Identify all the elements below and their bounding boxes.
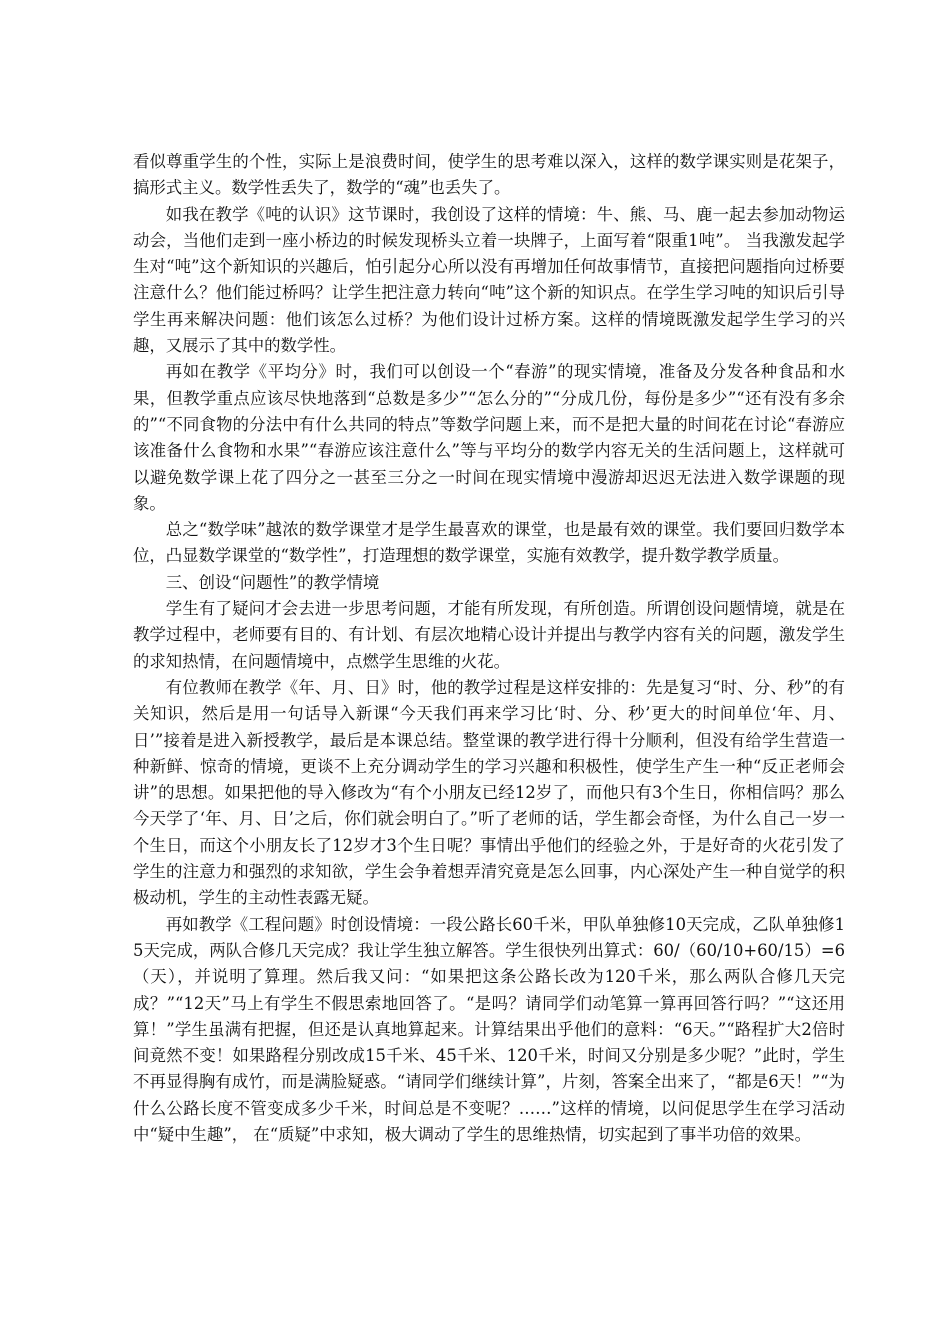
paragraph-ton-example: 如我在教学《吨的认识》这节课时，我创设了这样的情境：牛、熊、马、鹿一起去参加动物运动会，当他们走到一座小桥边的时候发现桥头立着一块牌子，上面写着“限重1吨”。 当我激发起学生对“吨”这个新知识的兴趣后，怕引起分心所以没有再增加任何故事情节，直接把问题指向过桥要注意什么？他们能过桥吗？让学生把注意力转向“吨”这个新的知识点。在学生学习吨的知识后引导学生再来解决问题：他们该怎么过桥？为他们设计过桥方案。这样的情境既激发起学生学习的兴趣，又展示了其中的数学性。 (133, 204, 845, 356)
paragraph-summary: 总之“数学味”越浓的数学课堂才是学生最喜欢的课堂，也是最有效的课堂。我们要回归数学本位，凸显数学课堂的“数学性”，打造理想的数学课堂，实施有效教学，提升数学教学质量。 (133, 520, 845, 566)
paragraph-average-example: 再如在教学《平均分》时，我们可以创设一个“春游”的现实情境，准备及分发各种食品和水果，但教学重点应该尽快地落到“总数是多少”“怎么分的”“分成几份，每份是多少”“还有没有多余的”“不同食物的分法中有什么共同的特点”等数学问题上来，而不是把大量的时间花在讨论“春游应该准备什么食物和水果”“春游应该注意什么”等与平均分的数学内容无关的生活问题上，这样就可以避免数学课上花了四分之一甚至三分之一时间在现实情境中漫游却迟迟无法进入数学课题的现象。 (133, 362, 845, 513)
paragraph-question-intro: 学生有了疑问才会去进一步思考问题，才能有所发现，有所创造。所谓创设问题情境，就是在教学过程中，老师要有目的、有计划、有层次地精心设计并提出与教学内容有关的问题，激发学生的求知热情，在问题情境中，点燃学生思维的火花。 (133, 599, 845, 671)
paragraph-continuation: 看似尊重学生的个性，实际上是浪费时间，使学生的思考难以深入，这样的数学课实则是花架子，搞形式主义。数学性丢失了，数学的“魂”也丢失了。 (133, 152, 845, 198)
paragraph-engineering-example: 再如教学《工程问题》时创设情境：一段公路长60千米，甲队单独修10天完成，乙队单独修15天完成，两队合修几天完成？我让学生独立解答。学生很快列出算式：60/（60/10+60/15）=6（天），并说明了算理。然后我又问：“如果把这条公路长改为120千米，那么两队合修几天完成？”“12天”马上有学生不假思索地回答了。“是吗？请同学们动笔算一算再回答行吗？”“这还用算！”学生虽满有把握，但还是认真地算起来。计算结果出乎他们的意料：“6天。”“路程扩大2倍时间竟然不变！如果路程分别改成15千米、45千米、120千米，时间又分别是多少呢？”此时，学生不再显得胸有成竹，而是满脸疑惑。“请同学们继续计算”，片刻，答案全出来了，“都是6天！”“为什么公路长度不管变成多少千米，时间总是不变呢？……”这样的情境，以问促思学生在学习活动中“疑中生趣”， 在“质疑”中求知，极大调动了学生的思维热情，切实起到了事半功倍的效果。 (133, 914, 845, 1144)
section-heading: 三、创设“问题性”的教学情境 (165, 572, 380, 592)
paragraph-calendar-example: 有位教师在教学《年、月、日》时，他的教学过程是这样安排的：先是复习“时、分、秒”的有关知识，然后是用一句话导入新课“今天我们再来学习比‘时、分、秒’更大的时间单位‘年、月、日’”接着是进入新授教学，最后是本课总结。整堂课的教学进行得十分顺利，但没有给学生营造一种新鲜、惊奇的情境，更谈不上充分调动学生的学习兴趣和积极性，使学生产生一种“反正老师会讲”的思想。如果把他的导入修改为“有个小朋友已经12岁了，而他只有3个生日，你相信吗？那么今天学了‘年、月、日’之后，你们就会明白了。”听了老师的话，学生都会奇怪，为什么自己一岁一个生日，而这个小朋友长了12岁才3个生日呢？事情出乎他们的经验之外，于是好奇的火花引发了学生的注意力和强烈的求知欲，学生会争着想弄清究竟是怎么回事，内心深处产生一种自觉学的积极动机，学生的主动性表露无疑。 (133, 677, 845, 908)
document-page (133, 149, 845, 1148)
